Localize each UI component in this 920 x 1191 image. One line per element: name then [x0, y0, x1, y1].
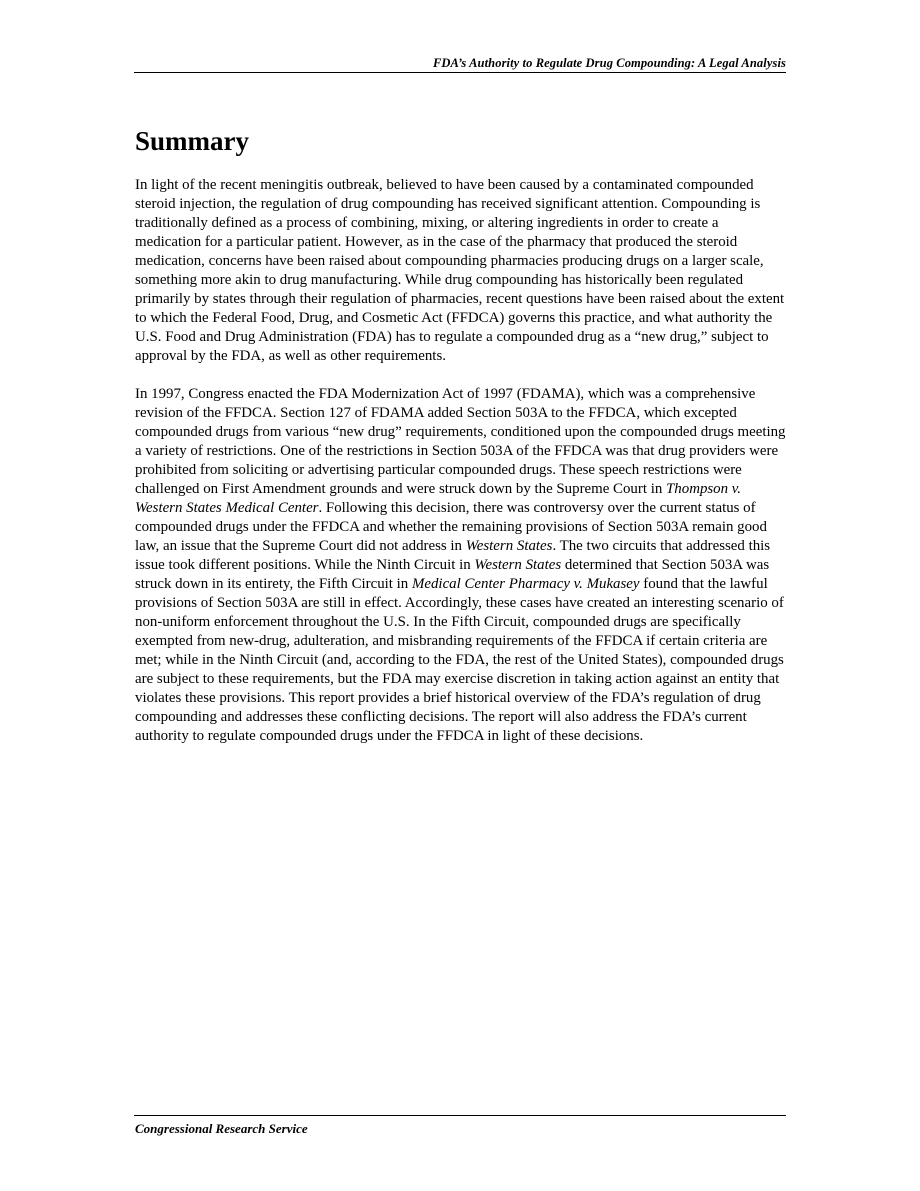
- case-name-western-states: Western States: [474, 557, 562, 573]
- paragraph-2-text: determined that Section 503A was struck down in its entirety, the Fifth Circuit in: [135, 557, 770, 592]
- running-footer-organization: Congressional Research Service: [135, 1121, 308, 1136]
- case-name-western-states: Western States: [465, 538, 553, 554]
- paragraph-1-text: In light of the recent meningitis outbreak, believed to have been caused by a contaminated compounded steroid injection, the regulation of drug compounding has received significant attention. Compounding is traditionally defined as a process of combining, mixing, or altering ingredients in order to create a medication for a particular patient. However, as in the case of the pharmacy that produced the steroid medication, concerns have been raised about compounding pharmacies producing drugs on a larger scale, something more akin to drug manufacturing. While drug compounding has historically been regulated primarily by states through their regulation of pharmacies, recent questions have been raised about the extent to which the Federal Food, Drug, and Cosmetic Act (FFDCA) governs this practice, and what authority the U.S. Food and Drug Administration (FDA) has to regulate a compounded drug as a “new drug,” subject to approval by the FDA, as well as other requirements.: [135, 177, 785, 364]
- running-header-title: FDA’s Authority to Regulate Drug Compounding: A Legal Analysis: [432, 56, 786, 70]
- section-title: Summary: [135, 126, 249, 156]
- paragraph-2-text: . Following this decision, there was controversy over the current status of compounded drugs under the FFDCA and whether the remaining provisions of Section 503A remain good law, an issue that the Supreme Court did not address in: [135, 500, 767, 554]
- paragraph-2: [135, 385, 787, 746]
- case-name-thompson-v-western-states: Thompson v. Western States Medical Center: [135, 481, 742, 516]
- paragraph-2-text: . The two circuits that addressed this issue took different positions. While the Ninth Circuit in: [135, 538, 771, 573]
- header-rule: [134, 72, 786, 73]
- case-name-medical-center-pharmacy-v-mukasey: Medical Center Pharmacy v. Mukasey: [411, 576, 640, 592]
- footer-rule: [134, 1115, 786, 1116]
- summary-body: [135, 176, 787, 765]
- paragraph-1: [135, 176, 787, 366]
- paragraph-2-text: found that the lawful provisions of Section 503A are still in effect. Accordingly, these cases have created an interesting scenario of non-uniform enforcement throughout the U.S. In the Fifth Circuit, compounded drugs are specifically exempted from new-drug, adulteration, and misbranding requirements of the FFDCA if certain criteria are met; while in the Ninth Circuit (and, according to the FDA, the rest of the United States), compounded drugs are subject to these requirements, but the FDA may exercise discretion in taking action against an entity that violates these provisions. This report provides a brief historical overview of the FDA’s regulation of drug compounding and addresses these conflicting decisions. The report will also address the FDA’s current authority to regulate compounded drugs under the FFDCA in light of these decisions.: [135, 576, 784, 744]
- paragraph-2-text: In 1997, Congress enacted the FDA Modernization Act of 1997 (FDAMA), which was a comprehensive revision of the FFDCA. Section 127 of FDAMA added Section 503A to the FFDCA, which excepted compounded drugs from various “new drug” requirements, conditioned upon the compounded drugs meeting a variety of restrictions. One of the restrictions in Section 503A of the FFDCA was that drug providers were prohibited from soliciting or advertising particular compounded drugs. These speech restrictions were challenged on First Amendment grounds and were struck down by the Supreme Court in: [135, 386, 786, 497]
